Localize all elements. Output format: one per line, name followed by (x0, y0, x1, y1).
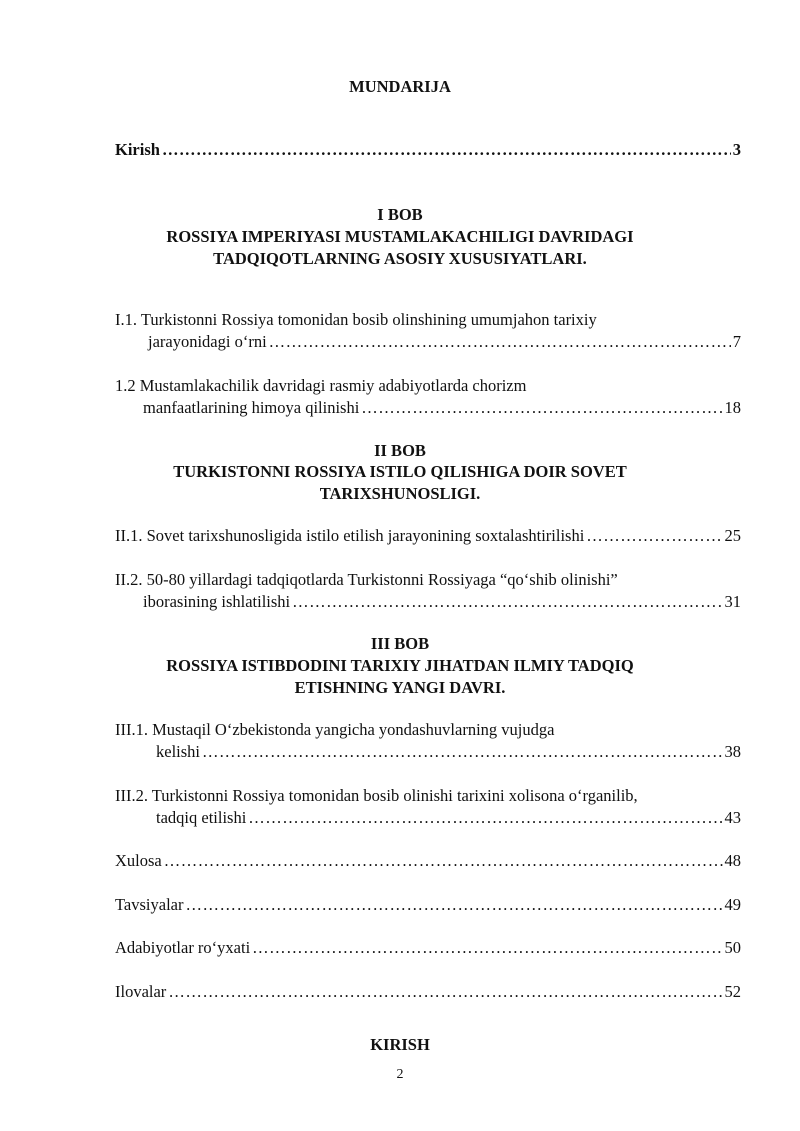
toc-entry-label: Tavsiyalar (115, 895, 184, 914)
toc-entry-page: 50 (724, 938, 741, 957)
chapter-heading: II BOB (374, 441, 426, 460)
chapter-title-line: TADQIQOTLARNING ASOSIY XUSUSIYATLARI. (213, 249, 587, 268)
toc-section-entry[interactable] (143, 592, 741, 612)
leader-dots (292, 592, 722, 612)
leader-dots (269, 332, 731, 352)
toc-entry-conclusion[interactable] (115, 851, 741, 871)
toc-entry-label: tadqiq etilishi (156, 808, 247, 827)
chapter-title-line: TURKISTONNI ROSSIYA ISTILO QILISHIGA DOIR SOVET (173, 462, 627, 481)
toc-section-entry[interactable] (115, 526, 741, 546)
toc-section-entry[interactable] (156, 808, 741, 828)
leader-dots (248, 808, 722, 828)
toc-section-line1: III.2. Turkistonni Rossiya tomonidan bosib olinishi tarixini xolisona o‘rganilib, (115, 786, 638, 805)
toc-entry-page: 49 (724, 895, 741, 914)
leader-dots (202, 742, 723, 762)
leader-dots (164, 851, 723, 871)
toc-entry-label: kelishi (156, 742, 200, 761)
toc-entry-page: 48 (724, 851, 741, 870)
toc-entry-label: Adabiyotlar ro‘yxati (115, 938, 251, 957)
toc-entry-page: 31 (724, 592, 741, 611)
toc-section-line1: II.2. 50-80 yillardagi tadqiqotlarda Turkistonni Rossiyaga “qo‘shib olinishi” (115, 570, 618, 589)
leader-dots (168, 982, 722, 1002)
toc-entry-intro[interactable] (115, 140, 741, 160)
toc-entry-page: 3 (732, 140, 741, 159)
toc-entry-label: II.1. Sovet tarixshunosligida istilo etilish jarayonining soxtalashtirilishi (115, 526, 585, 545)
toc-entry-appendices[interactable] (115, 982, 741, 1002)
chapter-heading: III BOB (370, 634, 430, 653)
leader-dots (185, 895, 722, 915)
leader-dots (361, 398, 722, 418)
toc-entry-label: Ilovalar (115, 982, 167, 1001)
toc-entry-label: Xulosa (115, 851, 162, 870)
toc-section-entry[interactable] (143, 398, 741, 418)
toc-entry-page: 18 (724, 398, 741, 417)
leader-dots (586, 526, 722, 546)
toc-entry-page: 38 (724, 742, 741, 761)
toc-section-line1: I.1. Turkistonni Rossiya tomonidan bosib olinshining umumjahon tarixiy (115, 310, 597, 329)
toc-entry-bibliography[interactable] (115, 938, 741, 958)
toc-entry-recommendations[interactable] (115, 895, 741, 915)
toc-section-entry[interactable] (156, 742, 741, 762)
toc-title: MUNDARIJA (349, 77, 451, 96)
toc-entry-page: 7 (732, 332, 741, 351)
toc-entry-label: Kirish (115, 140, 160, 159)
page-number: 2 (396, 1067, 404, 1082)
toc-entry-page: 43 (724, 808, 741, 827)
toc-entry-label: iborasining ishlatilishi (143, 592, 291, 611)
section-heading-kirish: KIRISH (370, 1035, 430, 1054)
chapter-title-line: ETISHNING YANGI DAVRI. (294, 678, 506, 697)
toc-entry-page: 25 (724, 526, 741, 545)
chapter-title-line: ROSSIYA IMPERIYASI MUSTAMLAKACHILIGI DAVRIDAGI (166, 227, 634, 246)
toc-entry-label: manfaatlarining himoya qilinishi (143, 398, 360, 417)
toc-section-entry[interactable] (148, 332, 741, 352)
leader-dots (252, 938, 722, 958)
toc-entry-page: 52 (724, 982, 741, 1001)
toc-section-line1: 1.2 Mustamlakachilik davridagi rasmiy adabiyotlarda chorizm (115, 376, 527, 395)
toc-entry-label: jarayonidagi o‘rni (148, 332, 267, 351)
chapter-title-line: TARIXSHUNOSLIGI. (319, 484, 481, 503)
chapter-title-line: ROSSIYA ISTIBDODINI TARIXIY JIHATDAN ILMIY TADQIQ (166, 656, 634, 675)
toc-section-line1: III.1. Mustaqil O‘zbekistonda yangicha yondashuvlarning vujudga (115, 720, 555, 739)
chapter-heading: I BOB (377, 205, 423, 224)
leader-dots (162, 140, 731, 160)
